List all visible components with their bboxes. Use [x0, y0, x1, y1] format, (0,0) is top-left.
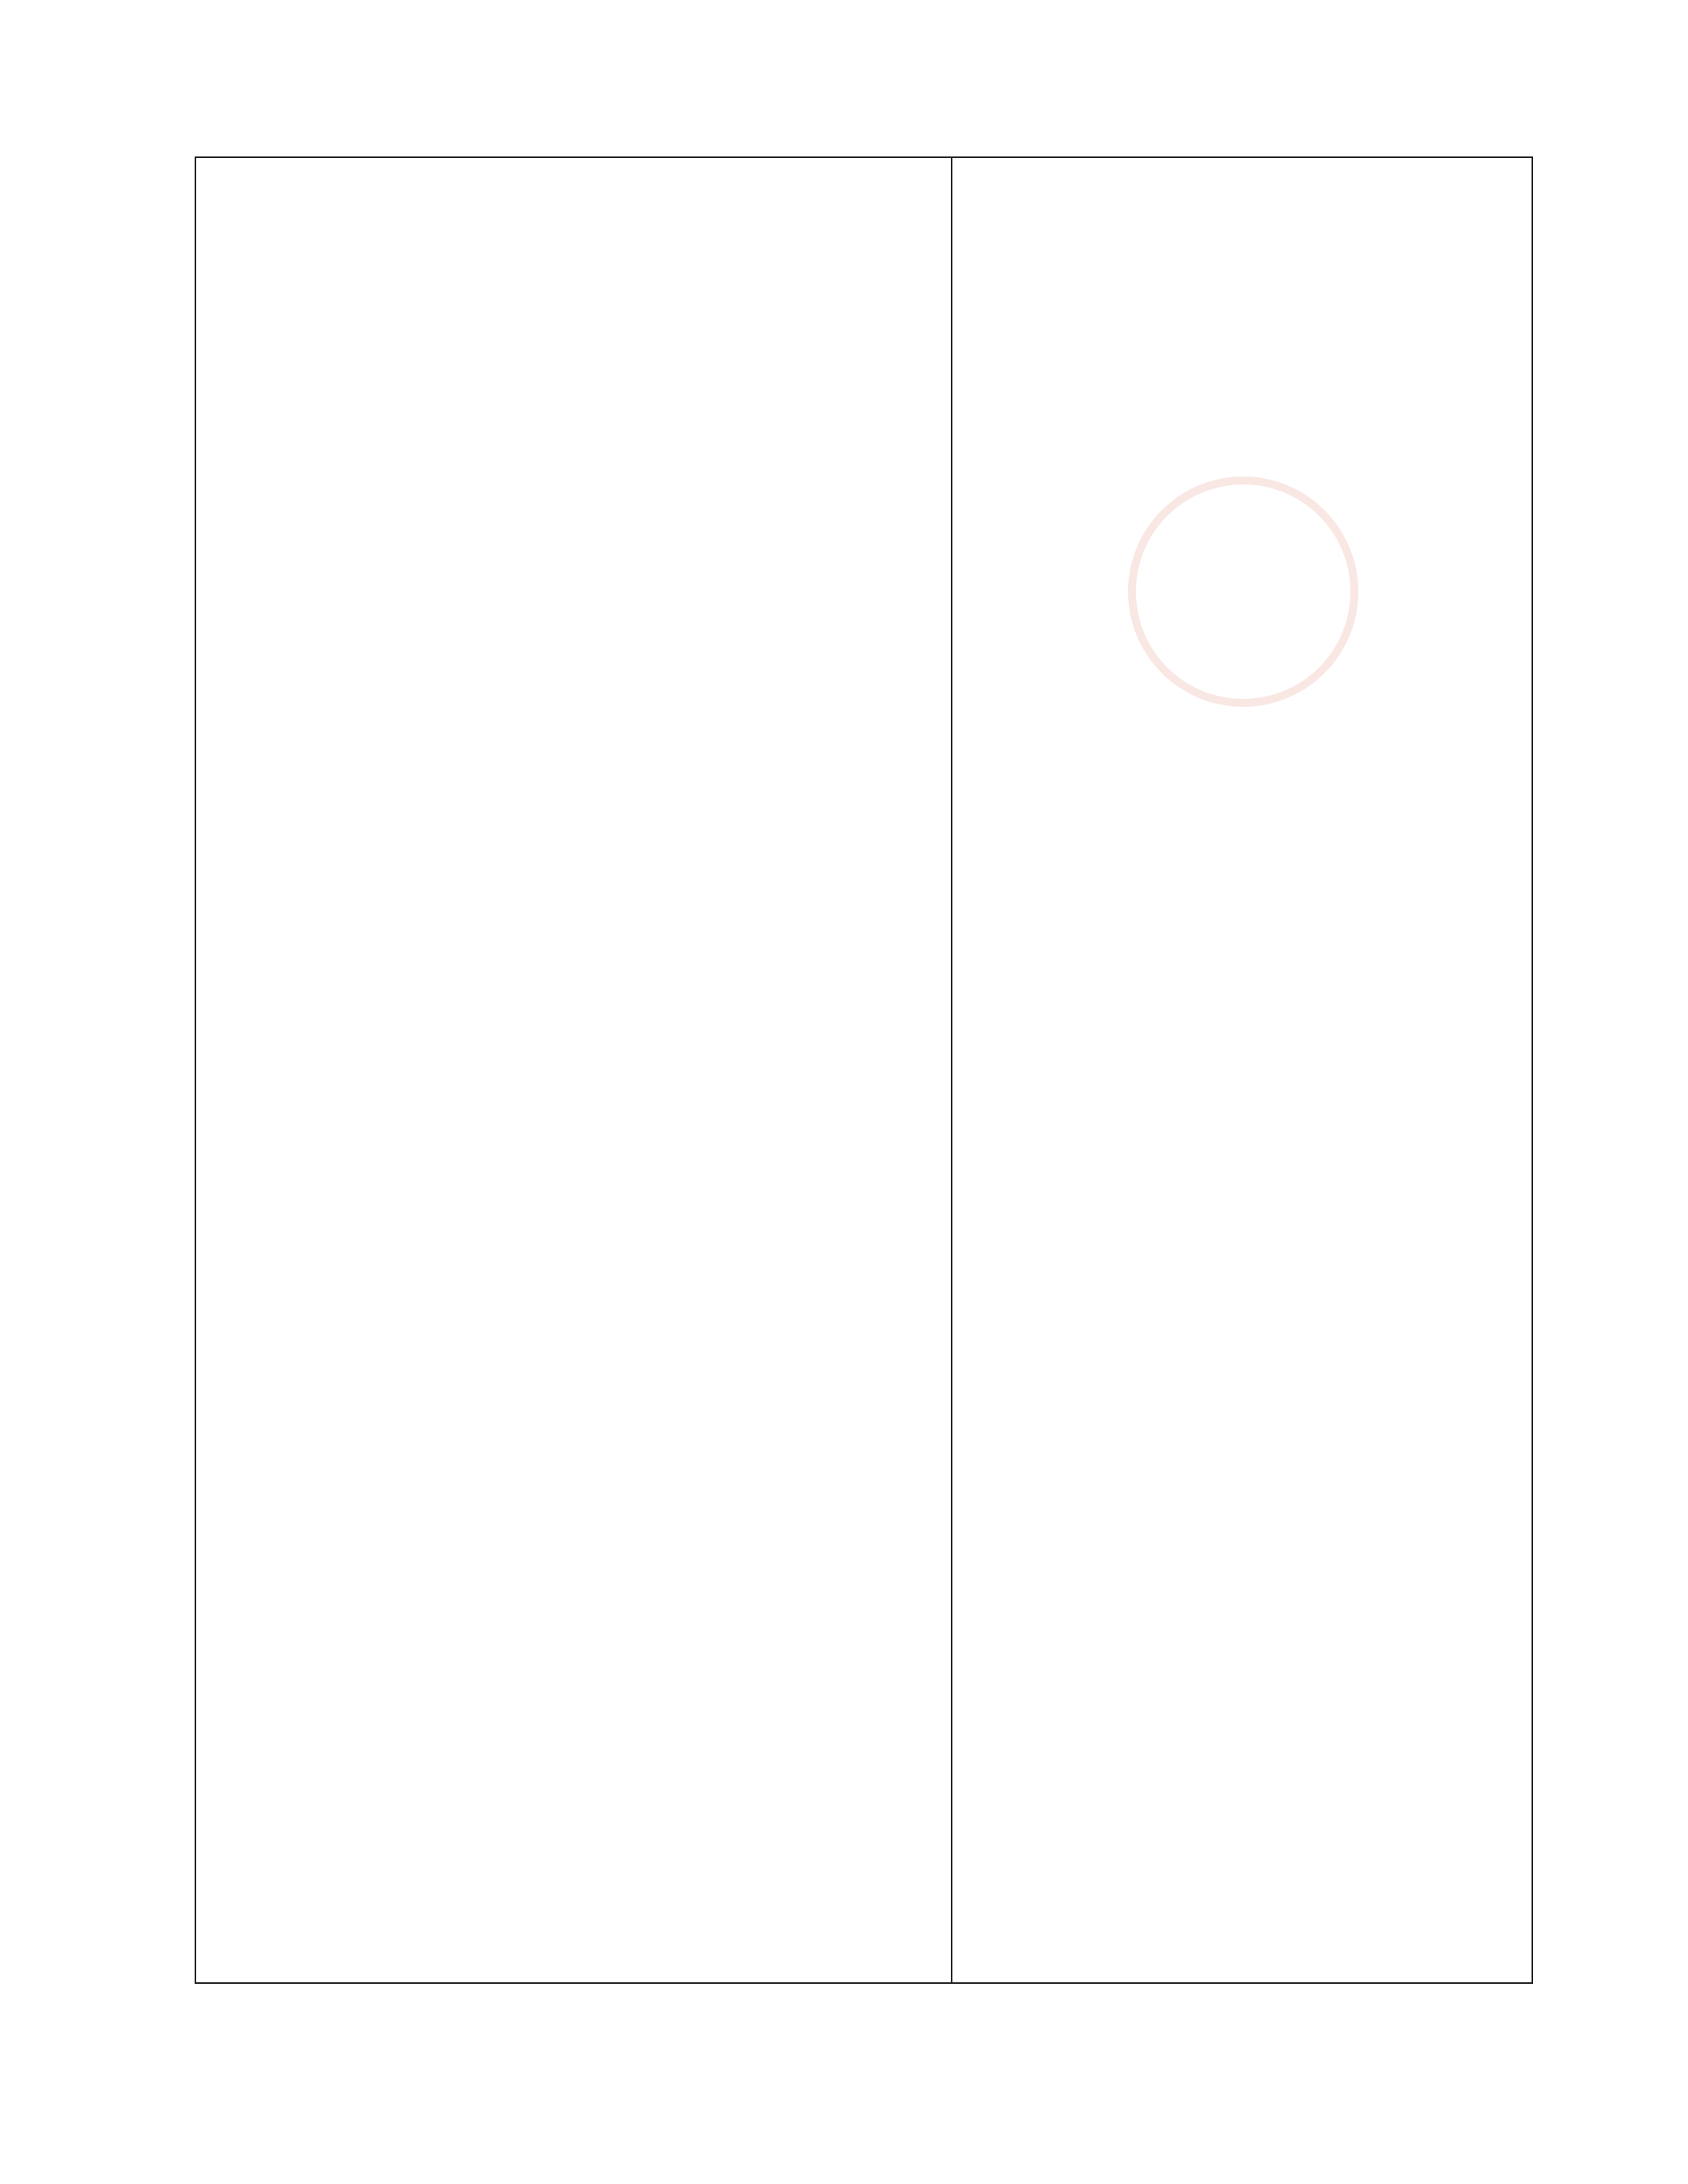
column-divider	[951, 158, 952, 1982]
watermark-seal	[1128, 477, 1358, 707]
